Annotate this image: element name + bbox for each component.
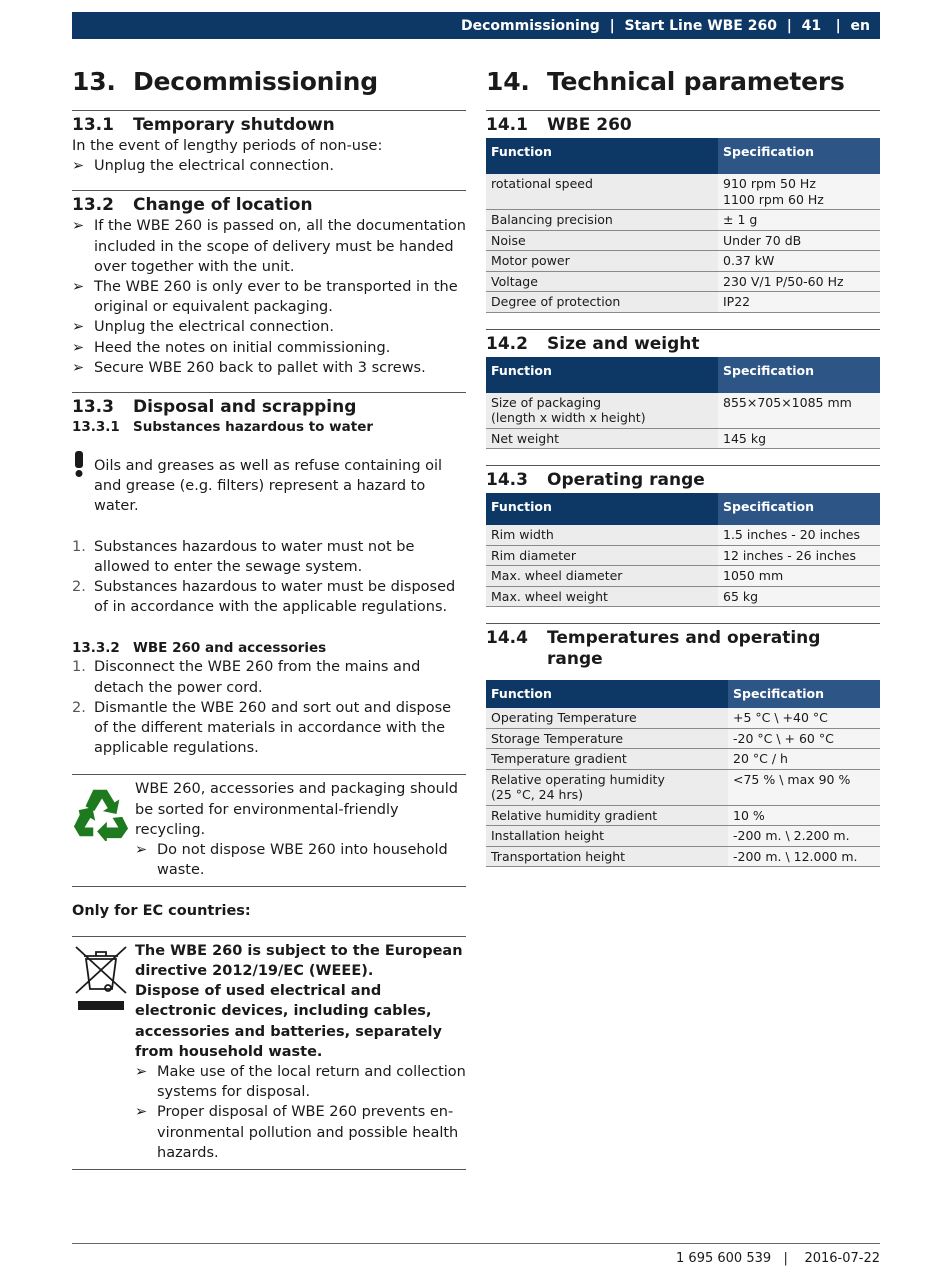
cell-specification: +5 °C \ +40 °C: [728, 708, 880, 728]
chapter-14-title: 14. Technical parameters: [486, 66, 845, 96]
table-row: [486, 271, 880, 292]
cell-function: Relative humidity gradient: [486, 805, 728, 826]
list-item: 1. Disconnect the WBE 260 from the mains and detach the power cord.: [72, 659, 421, 696]
column-header-function: Function: [486, 493, 718, 525]
section-title: 14.1 WBE 260: [486, 115, 632, 135]
list-item: 2. Dismantle the WBE 260 and sort out and dispose of the different materials in accordance with the applicable regulations.: [72, 699, 452, 757]
table-row: [486, 393, 880, 429]
section-13-3: [72, 392, 466, 758]
cell-function: Storage Temperature: [486, 728, 728, 749]
table-row: [486, 826, 880, 847]
running-header: Decommissioning | Start Line WBE 260 | 41 | en: [72, 12, 880, 39]
cell-function: Max. wheel weight: [486, 586, 718, 607]
table-header-row: [486, 680, 880, 708]
paragraph: The WBE 260 is subject to the European directive 2012/19/EC (WEEE).: [135, 942, 463, 979]
cell-function: Rim diameter: [486, 545, 718, 566]
column-header-function: Function: [486, 680, 728, 708]
paragraph: In the event of lengthy periods of non-use:: [72, 138, 383, 154]
table-row: [486, 292, 880, 313]
spec-table-size-weight: [486, 357, 880, 450]
weee-bin-icon: [72, 941, 135, 1163]
arrow-icon: ➢: [72, 158, 85, 175]
cell-specification: 230 V/1 P/50-60 Hz: [718, 271, 880, 292]
arrow-icon: ➢: [72, 319, 85, 336]
cell-function: Temperature gradient: [486, 749, 728, 770]
section-14-3: [486, 465, 880, 607]
section-title: 13.2 Change of location: [72, 195, 313, 216]
cell-specification: -200 m. \ 12.000 m.: [728, 846, 880, 867]
recycle-icon: [72, 779, 135, 880]
cell-function: Noise: [486, 230, 718, 251]
cell-function: Installation height: [486, 826, 728, 847]
arrow-icon: ➢: [72, 279, 85, 296]
column-header-specification: Specification: [718, 493, 880, 525]
paragraph: Dispose of used electrical and electronic devices, including cables, accessories and batteries, separately from household waste.: [135, 983, 442, 1060]
footer-rule: [72, 1243, 880, 1244]
table-row: [486, 728, 880, 749]
section-title: 14.3 Operating range: [486, 470, 705, 490]
section-title: 14.2 Size and weight: [486, 333, 700, 354]
column-header-specification: Specification: [718, 138, 880, 174]
table-row: [486, 210, 880, 231]
list-item: ➢ Unplug the electrical connection.: [72, 156, 466, 176]
column-header-function: Function: [486, 357, 718, 393]
list-item: ➢ Proper disposal of WBE 260 prevents environmental pollution and possible health hazards.: [135, 1102, 466, 1163]
arrow-icon: ➢: [72, 359, 85, 376]
cell-specification: IP22: [718, 292, 880, 313]
recycling-note: [72, 774, 466, 887]
arrow-icon: ➢: [135, 1063, 148, 1080]
table-header-row: [486, 493, 880, 525]
list-item: 2. Substances hazardous to water must be disposed of in accordance with the applicable regulations.: [72, 579, 456, 616]
spec-table-operating-range: [486, 493, 880, 607]
cell-function: Max. wheel diameter: [486, 566, 718, 587]
section-title: 13.3 Disposal and scrapping: [72, 397, 357, 418]
warning-note: Oils and greases as well as refuse containing oil and grease (e.g. filters) represent a hazard to water.: [72, 456, 466, 517]
cell-specification: -200 m. \ 2.200 m.: [728, 826, 880, 847]
list-item: ➢ Unplug the electrical connection.: [72, 317, 466, 337]
column-header-function: Function: [486, 138, 718, 174]
arrow-icon: ➢: [135, 1104, 148, 1121]
cell-specification: 855×705×1085 mm: [718, 393, 880, 429]
cell-specification: 1050 mm: [718, 566, 880, 587]
section-title: 13.1 Temporary shutdown: [72, 115, 335, 135]
section-13-2: [72, 190, 466, 378]
cell-specification: -20 °C \ + 60 °C: [728, 728, 880, 749]
cell-function: rotational speed: [486, 174, 718, 210]
table-row: [486, 545, 880, 566]
right-column: [486, 60, 880, 867]
cell-function: Degree of protection: [486, 292, 718, 313]
list-item: ➢ Do not dispose WBE 260 into household waste.: [135, 840, 466, 880]
cell-specification: 0.37 kW: [718, 251, 880, 272]
cell-specification: 910 rpm 50 Hz 1100 rpm 60 Hz: [718, 174, 880, 210]
cell-function: Rim width: [486, 525, 718, 545]
cell-function: Transportation height: [486, 846, 728, 867]
arrow-icon: ➢: [135, 842, 148, 859]
cell-specification: 1.5 inches - 20 inches: [718, 525, 880, 545]
paragraph: WBE 260, accessories and packaging should be sorted for environmental-friendly recycling.: [135, 781, 459, 838]
list-item: 1. Substances hazardous to water must not be allowed to enter the sewage system.: [72, 538, 415, 575]
spec-table-wbe260: [486, 138, 880, 313]
cell-specification: <75 % \ max 90 %: [728, 769, 880, 805]
list-item: ➢ Make use of the local return and collection systems for disposal.: [135, 1062, 466, 1102]
table-row: [486, 586, 880, 607]
cell-specification: 12 inches - 26 inches: [718, 545, 880, 566]
chapter-13-title: 13. Decommissioning: [72, 66, 378, 96]
left-column: [72, 60, 466, 1170]
exclamation-icon: [72, 456, 94, 517]
weee-note: [72, 936, 466, 1170]
table-row: [486, 769, 880, 805]
list-item: ➢ Secure WBE 260 back to pallet with 3 screws.: [72, 358, 466, 378]
table-row: [486, 174, 880, 210]
list-item: ➢ If the WBE 260 is passed on, all the documentation included in the scope of delivery must be handed over together with the unit.: [72, 216, 466, 277]
table-row: [486, 805, 880, 826]
subsection-title: 13.3.1 Substances hazardous to water: [72, 419, 374, 436]
table-row: [486, 251, 880, 272]
page-footer: 1 695 600 539 | 2016-07-22: [676, 1251, 880, 1266]
section-13-1: [72, 110, 466, 176]
list-item: ➢ The WBE 260 is only ever to be transported in the original or equivalent packaging.: [72, 277, 466, 317]
subsection-title: 13.3.2 WBE 260 and accessories: [72, 640, 327, 657]
arrow-icon: ➢: [72, 218, 85, 235]
cell-function: Balancing precision: [486, 210, 718, 231]
table-row: [486, 525, 880, 545]
table-row: [486, 708, 880, 728]
section-14-2: [486, 329, 880, 450]
cell-function: Motor power: [486, 251, 718, 272]
cell-specification: 65 kg: [718, 586, 880, 607]
cell-specification: 145 kg: [718, 428, 880, 449]
column-header-specification: Specification: [718, 357, 880, 393]
list-item: ➢ Heed the notes on initial commissioning.: [72, 338, 466, 358]
cell-function: Size of packaging (length x width x height): [486, 393, 718, 429]
section-14-4: [486, 623, 880, 867]
column-header-specification: Specification: [728, 680, 880, 708]
spec-table-temperatures: [486, 680, 880, 867]
cell-specification: Under 70 dB: [718, 230, 880, 251]
section-title: 14.4 Temperatures and operating range: [486, 628, 821, 669]
cell-specification: 20 °C / h: [728, 749, 880, 770]
arrow-icon: ➢: [72, 339, 85, 356]
table-header-row: [486, 138, 880, 174]
cell-specification: 10 %: [728, 805, 880, 826]
cell-function: Net weight: [486, 428, 718, 449]
table-row: [486, 749, 880, 770]
table-row: [486, 428, 880, 449]
table-row: [486, 566, 880, 587]
ec-countries-title: Only for EC countries:: [72, 903, 251, 920]
cell-function: Relative operating humidity (25 °C, 24 hrs): [486, 769, 728, 805]
cell-specification: ± 1 g: [718, 210, 880, 231]
table-row: [486, 846, 880, 867]
cell-function: Voltage: [486, 271, 718, 292]
section-14-1: [486, 110, 880, 313]
cell-function: Operating Temperature: [486, 708, 728, 728]
table-header-row: [486, 357, 880, 393]
table-row: [486, 230, 880, 251]
